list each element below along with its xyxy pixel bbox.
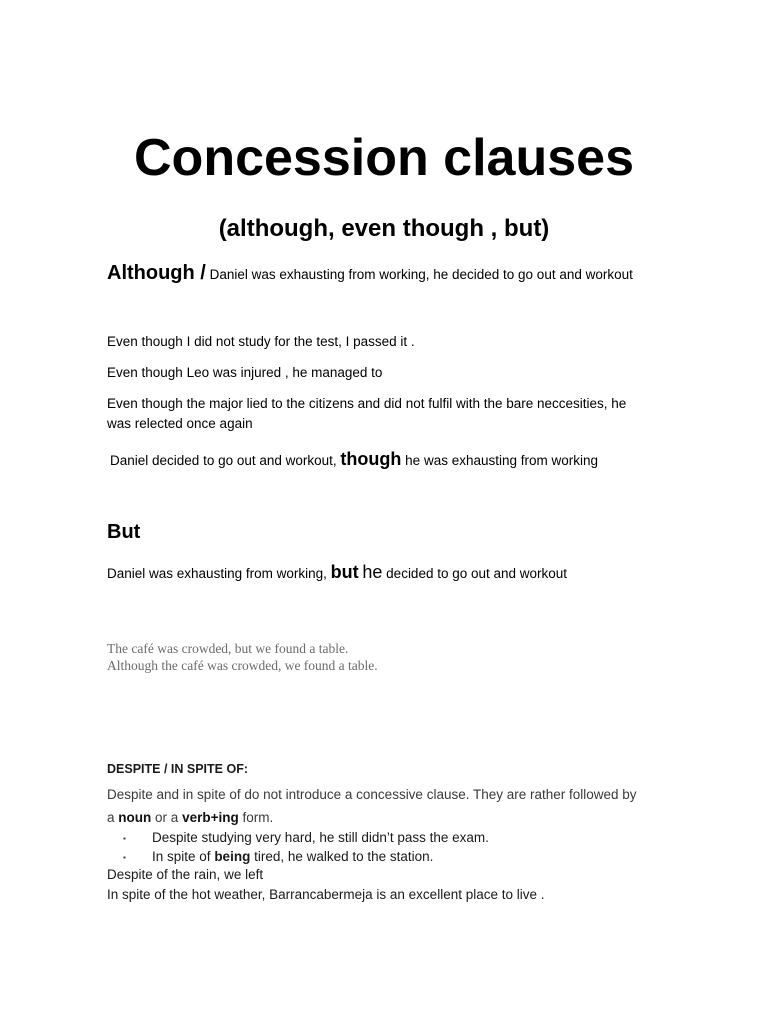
bullet-marker: ▪ — [123, 853, 126, 862]
despite-intro-line-1: Despite and in spite of do not introduce a concessive clause. They are rather followed by — [107, 787, 637, 802]
but-keyword: but — [330, 562, 359, 582]
verbing-term: verb+ing — [182, 810, 239, 825]
cafe-example-but: The café was crowded, but we found a table. — [107, 641, 349, 656]
bullet-2-end: tired, he walked to the station. — [254, 849, 434, 864]
despite-bullet-2 — [152, 849, 433, 864]
being-term: being — [214, 849, 251, 864]
though-sentence-end: he was exhausting from working — [405, 453, 599, 468]
intro-text-form: form. — [242, 810, 274, 825]
even-though-example-3: Even though the major lied to the citizens and did not fulfil with the bare neccesities, he — [107, 396, 627, 411]
though-keyword: though — [340, 449, 402, 469]
even-though-example-3-continued: was relected once again — [107, 416, 253, 431]
although-keyword: Although / — [107, 262, 206, 284]
though-sentence-start: Daniel decided to go out and workout, — [110, 453, 337, 468]
intro-text-a: a — [107, 810, 115, 825]
despite-heading: DESPITE / IN SPITE OF: — [107, 762, 248, 776]
despite-extra-example-1: Despite of the rain, we left — [107, 867, 264, 882]
noun-term: noun — [118, 810, 152, 825]
despite-bullet-1: Despite studying very hard, he still didn’t pass the exam. — [152, 830, 489, 845]
even-though-example-1: Even though I did not study for the test, I passed it . — [107, 334, 415, 349]
but-subject: he — [362, 562, 383, 582]
page-subtitle: (although, even though , but) — [218, 215, 550, 242]
but-sentence-end: decided to go out and workout — [386, 566, 568, 581]
bullet-2-start: In spite of — [152, 849, 211, 864]
even-though-example-2: Even though Leo was injured , he managed to — [107, 365, 383, 380]
bullet-marker: ▪ — [123, 834, 126, 843]
though-example — [110, 449, 598, 470]
although-example — [107, 262, 633, 285]
despite-extra-example-2: In spite of the hot weather, Barrancabermeja is an excellent place to live . — [107, 887, 545, 902]
intro-text-or: or a — [155, 810, 179, 825]
cafe-example-although: Although the café was crowded, we found a table. — [107, 658, 378, 673]
page-title: Concession clauses — [134, 129, 634, 187]
despite-intro-line-2 — [107, 810, 273, 825]
but-heading: But — [107, 521, 141, 543]
but-example — [107, 562, 567, 583]
but-sentence-start: Daniel was exhausting from working, — [107, 566, 327, 581]
although-sentence: Daniel was exhausting from working, he decided to go out and workout — [209, 267, 633, 282]
